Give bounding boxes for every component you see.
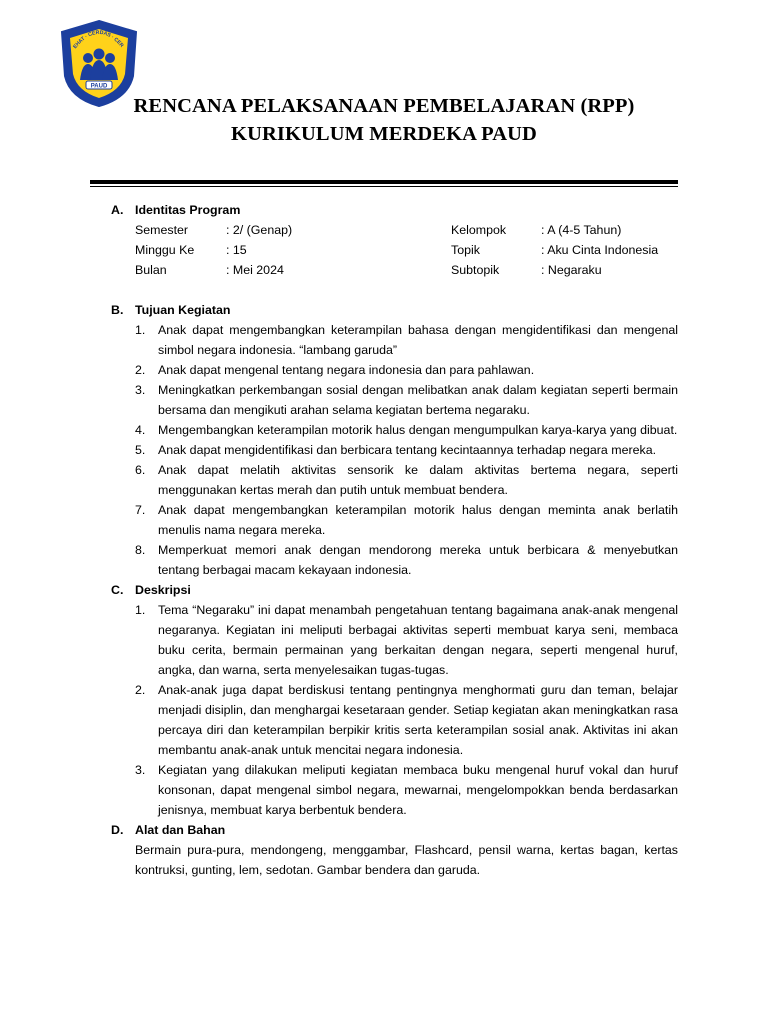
list-item: 8. Memperkuat memori anak dengan mendorong mereka untuk berbicara & menyebutkan tentang berbagai macam kekayaan indonesia. [135, 543, 678, 577]
minggu-label: Minggu Ke [135, 243, 195, 257]
bulan-value: : Mei 2024 [226, 263, 284, 277]
topik-value: : Aku Cinta Indonesia [541, 243, 659, 257]
list-item: 1. Anak dapat mengembangkan keterampilan bahasa dengan mengidentifikasi dan mengenal simbol negara indonesia. “lambang garuda” [135, 323, 678, 357]
subtopik-label: Subtopik [451, 263, 500, 277]
section-alat-heading: D. Alat dan Bahan [111, 823, 226, 837]
list-item: 3. Meningkatkan perkembangan sosial dengan melibatkan anak dalam kegiatan seperti bermain bersama dan mengikuti arahan selama kegiatan bertema negaraku. [135, 383, 678, 417]
section-identitas-heading: A. Identitas Program [111, 203, 241, 217]
list-item: 2. Anak-anak juga dapat berdiskusi tentang pentingnya menghormati guru dan teman, belajar menjadi disiplin, dan menghargai kesetaraan gender. Setiap kegiatan akan meningkatkan rasa percaya diri dan keterampilan berpikir kritis serta keterampilan sosial anak. Aktivitas ini akan membantu anak-anak untuk mencitai negara indonesia. [135, 683, 678, 757]
bulan-label: Bulan [135, 263, 167, 277]
list-item: 7. Anak dapat mengembangkan keterampilan motorik halus dengan meminta anak berlatih menulis nama negara mereka. [135, 503, 678, 537]
list-item: 2. Anak dapat mengenal tentang negara indonesia dan para pahlawan. [135, 363, 535, 377]
list-item: 4. Mengembangkan keterampilan motorik halus dengan mengumpulkan karya-karya yang dibuat. [135, 423, 678, 437]
list-item: 3. Kegiatan yang dilakukan meliputi kegiatan membaca buku mengenal huruf vokal dan huruf konsonan, dapat mengenal simbol negara, mewarnai, mengelompokkan benda berdasarkan jenisnya, membuat karya berbentuk bendera. [135, 763, 678, 817]
semester-value: : 2/ (Genap) [226, 223, 293, 237]
minggu-value: : 15 [226, 243, 247, 257]
tujuan-list [111, 320, 678, 580]
topik-label: Topik [451, 243, 480, 257]
list-item: 6. Anak dapat melatih aktivitas sensorik ke dalam aktivitas bertema negara, seperti menggunakan kertas merah dan putih untuk membuat bendera. [135, 463, 678, 497]
section-tujuan-heading: B. Tujuan Kegiatan [111, 303, 231, 317]
document-subtitle: KURIKULUM MERDEKA PAUD [231, 123, 537, 145]
logo-ring-text: EHAT · CERDAS · CER [72, 29, 125, 51]
document-title: RENCANA PELAKSANAAN PEMBELAJARAN (RPP) [133, 95, 635, 117]
section-deskripsi-heading: C. Deskripsi [111, 583, 191, 597]
deskripsi-list [111, 600, 678, 820]
list-item: 5. Anak dapat mengidentifikasi dan berbicara tentang kecintaannya terhadap negara mereka. [135, 443, 657, 457]
semester-label: Semester [135, 223, 189, 237]
kelompok-value: : A (4-5 Tahun) [541, 223, 622, 237]
logo-badge-text: PAUD [90, 83, 108, 90]
list-item: 1. Tema “Negaraku” ini dapat menambah pengetahuan tentang bagaimana anak-anak mengenal negaranya. Kegiatan ini meliputi berbagai aktivitas seperti membuat karya seni, membaca buku cerita, bermain permainan yang berkaitan dengan negara, seperti mengenal huruf, angka, dan warna, serta menyelesaikan tugas-tugas. [135, 603, 678, 677]
header-divider-thick [90, 180, 678, 184]
header-divider-thin [90, 186, 678, 187]
kelompok-label: Kelompok [451, 223, 507, 237]
document-body [111, 200, 678, 880]
alat-paragraph: Bermain pura-pura, mendongeng, menggambar, Flashcard, pensil warna, kertas bagan, kertas kontruksi, gunting, lem, sedotan. Gambar bendera dan garuda. [135, 843, 678, 877]
subtopik-value: : Negaraku [541, 263, 602, 277]
identitas-table [111, 220, 678, 280]
